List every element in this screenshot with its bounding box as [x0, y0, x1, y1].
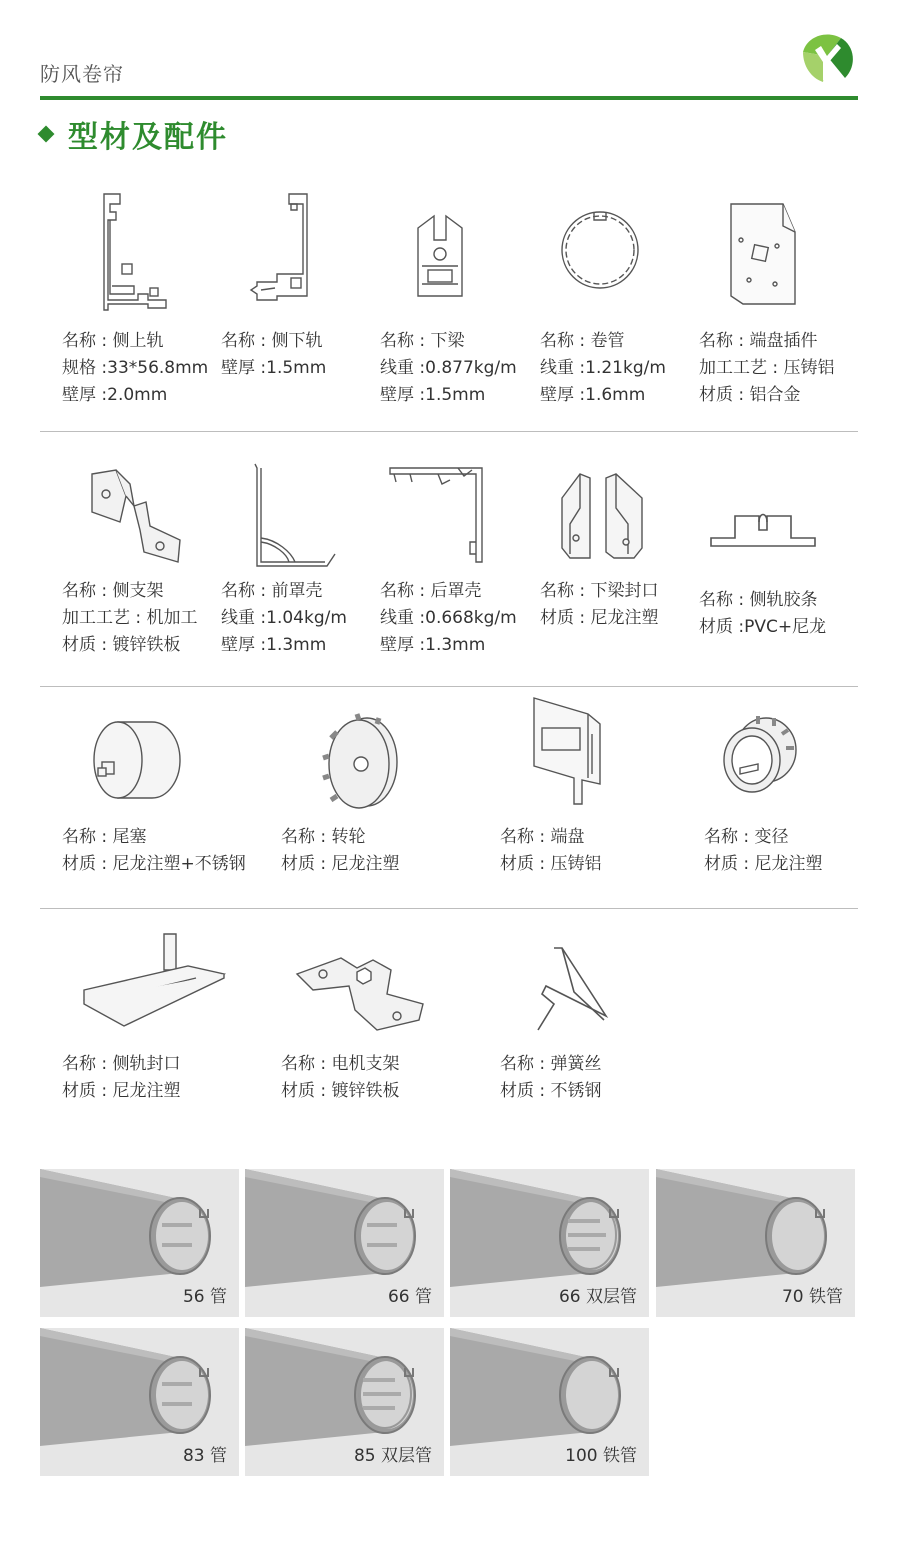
tube-label: 70 铁管 [781, 1287, 843, 1307]
part-spec: 壁厚 :1.5mm [221, 358, 327, 378]
header-divider [40, 96, 858, 100]
bottom-beam-image [406, 210, 476, 300]
part-name: 名称 : 侧轨封口 [62, 1054, 181, 1074]
part-spec: 材质 : 尼龙注塑 [281, 854, 400, 874]
part-name: 名称 : 转轮 [281, 827, 366, 847]
part-name: 名称 : 后罩壳 [380, 581, 482, 601]
roller-tube-image [558, 208, 642, 292]
part-name: 名称 : 尾塞 [62, 827, 147, 847]
side-bracket-image [86, 466, 186, 566]
part-spec: 壁厚 :1.3mm [380, 635, 486, 655]
reducer-image [718, 710, 802, 800]
part-spec: 线重 :1.04kg/m [221, 608, 347, 628]
side-rail-cap-image [78, 930, 228, 1034]
tube-label: 66 管 [387, 1287, 432, 1307]
part-spec: 壁厚 :1.6mm [540, 385, 646, 405]
part-spec: 材质 :PVC+尼龙 [699, 617, 827, 637]
part-name: 名称 : 卷管 [540, 331, 625, 351]
part-name: 名称 : 侧轨胶条 [699, 590, 818, 610]
part-name: 名称 : 侧下轨 [221, 331, 323, 351]
part-name: 名称 : 侧支架 [62, 581, 164, 601]
front-cover-image [247, 460, 337, 570]
part-spec: 材质 : 尼龙注塑 [62, 1081, 181, 1101]
bottom-beam-cap-image [556, 468, 648, 564]
part-spec: 材质 : 尼龙注塑 [540, 608, 659, 628]
side-upper-rail-image [98, 190, 178, 315]
rotating-wheel-image [319, 712, 403, 812]
part-spec: 壁厚 :1.3mm [221, 635, 327, 655]
row-divider [40, 908, 858, 909]
part-spec: 加工工艺 : 压铸铝 [699, 358, 835, 378]
tube-tile [656, 1169, 855, 1317]
part-spec: 壁厚 :2.0mm [62, 385, 168, 405]
side-rail-strip-image [707, 500, 821, 552]
tube-tile [40, 1328, 239, 1476]
section-heading [40, 112, 228, 156]
tube-tile [245, 1328, 444, 1476]
end-disc-insert-image [725, 200, 805, 310]
tube-tile [450, 1328, 649, 1476]
part-spec: 材质 : 镀锌铁板 [281, 1081, 400, 1101]
end-disc-image [530, 694, 606, 812]
part-spec: 加工工艺 : 机加工 [62, 608, 198, 628]
tube-tile [450, 1169, 649, 1317]
part-name: 名称 : 端盘 [500, 827, 585, 847]
tube-label: 56 管 [182, 1287, 227, 1307]
side-lower-rail-image [247, 190, 317, 310]
tube-label: 100 铁管 [565, 1446, 637, 1466]
part-name: 名称 : 端盘插件 [699, 331, 818, 351]
part-spec: 壁厚 :1.5mm [380, 385, 486, 405]
part-name: 名称 : 下梁 [380, 331, 465, 351]
row-divider [40, 686, 858, 687]
part-name: 名称 : 电机支架 [281, 1054, 400, 1074]
spring-wire-image [534, 942, 612, 1036]
part-spec: 材质 : 不锈钢 [500, 1081, 602, 1101]
part-spec: 规格 :33*56.8mm [62, 358, 209, 378]
leaf-logo-icon [797, 26, 859, 88]
part-spec: 材质 : 铝合金 [699, 385, 801, 405]
part-name: 名称 : 前罩壳 [221, 581, 323, 601]
section-title: 型材及配件 [68, 120, 228, 155]
part-name: 名称 : 下梁封口 [540, 581, 659, 601]
part-spec: 材质 : 压铸铝 [500, 854, 602, 874]
tube-label: 66 双层管 [558, 1287, 637, 1307]
part-name: 名称 : 侧上轨 [62, 331, 164, 351]
tube-tile [245, 1169, 444, 1317]
rear-cover-image [386, 462, 492, 568]
part-spec: 线重 :0.668kg/m [380, 608, 517, 628]
part-name: 名称 : 弹簧丝 [500, 1054, 602, 1074]
part-spec: 线重 :1.21kg/m [540, 358, 666, 378]
tube-label: 85 双层管 [353, 1446, 432, 1466]
tube-tile [40, 1169, 239, 1317]
part-spec: 材质 : 镀锌铁板 [62, 635, 181, 655]
end-plug-image [90, 712, 186, 802]
page-header-title: 防风卷帘 [40, 62, 124, 86]
part-spec: 材质 : 尼龙注塑+不锈钢 [62, 854, 246, 874]
tube-label: 83 管 [182, 1446, 227, 1466]
part-spec: 线重 :0.877kg/m [380, 358, 517, 378]
diamond-bullet-icon [38, 126, 55, 143]
row-divider [40, 431, 858, 432]
motor-bracket-image [293, 950, 427, 1036]
part-name: 名称 : 变径 [704, 827, 789, 847]
part-spec: 材质 : 尼龙注塑 [704, 854, 823, 874]
